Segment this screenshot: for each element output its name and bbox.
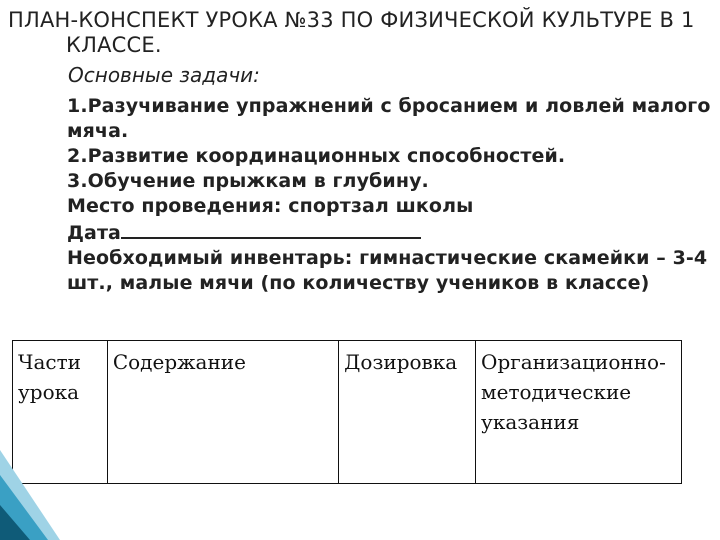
header-lesson-parts: Части урока bbox=[13, 341, 108, 484]
corner-decoration bbox=[0, 450, 60, 540]
tasks-heading: Основные задачи: bbox=[68, 63, 260, 87]
date-row bbox=[67, 219, 712, 246]
equipment-line: шт., малые мячи (по количеству учеников в классе) bbox=[67, 272, 650, 294]
header-dosage: Дозировка bbox=[339, 341, 476, 484]
table-header-row bbox=[13, 341, 682, 484]
lesson-details bbox=[67, 94, 712, 296]
lesson-table bbox=[12, 340, 682, 484]
date-label: Дата bbox=[67, 222, 121, 244]
page-title bbox=[8, 8, 708, 58]
place-line: Место проведения: спортзал школы bbox=[67, 195, 474, 217]
date-blank-line bbox=[121, 219, 421, 239]
task-line: 1.Разучивание упражнений с бросанием и ловлей малого bbox=[67, 95, 711, 117]
task-line: 2.Развитие координационных способностей. bbox=[67, 145, 566, 167]
task-line: 3.Обучение прыжкам в глубину. bbox=[67, 170, 429, 192]
title-line-1: ПЛАН-КОНСПЕКТ УРОКА №33 ПО ФИЗИЧЕСКОЙ КУЛЬТУРЕ В 1 bbox=[8, 8, 695, 32]
task-line: мяча. bbox=[67, 120, 129, 142]
header-content: Содержание bbox=[107, 341, 338, 484]
header-guidelines: Организационно- методические указания bbox=[476, 341, 682, 484]
equipment-line: Необходимый инвентарь: гимнастические скамейки – 3-4 bbox=[67, 247, 708, 269]
title-line-2: КЛАССЕ. bbox=[66, 33, 162, 57]
